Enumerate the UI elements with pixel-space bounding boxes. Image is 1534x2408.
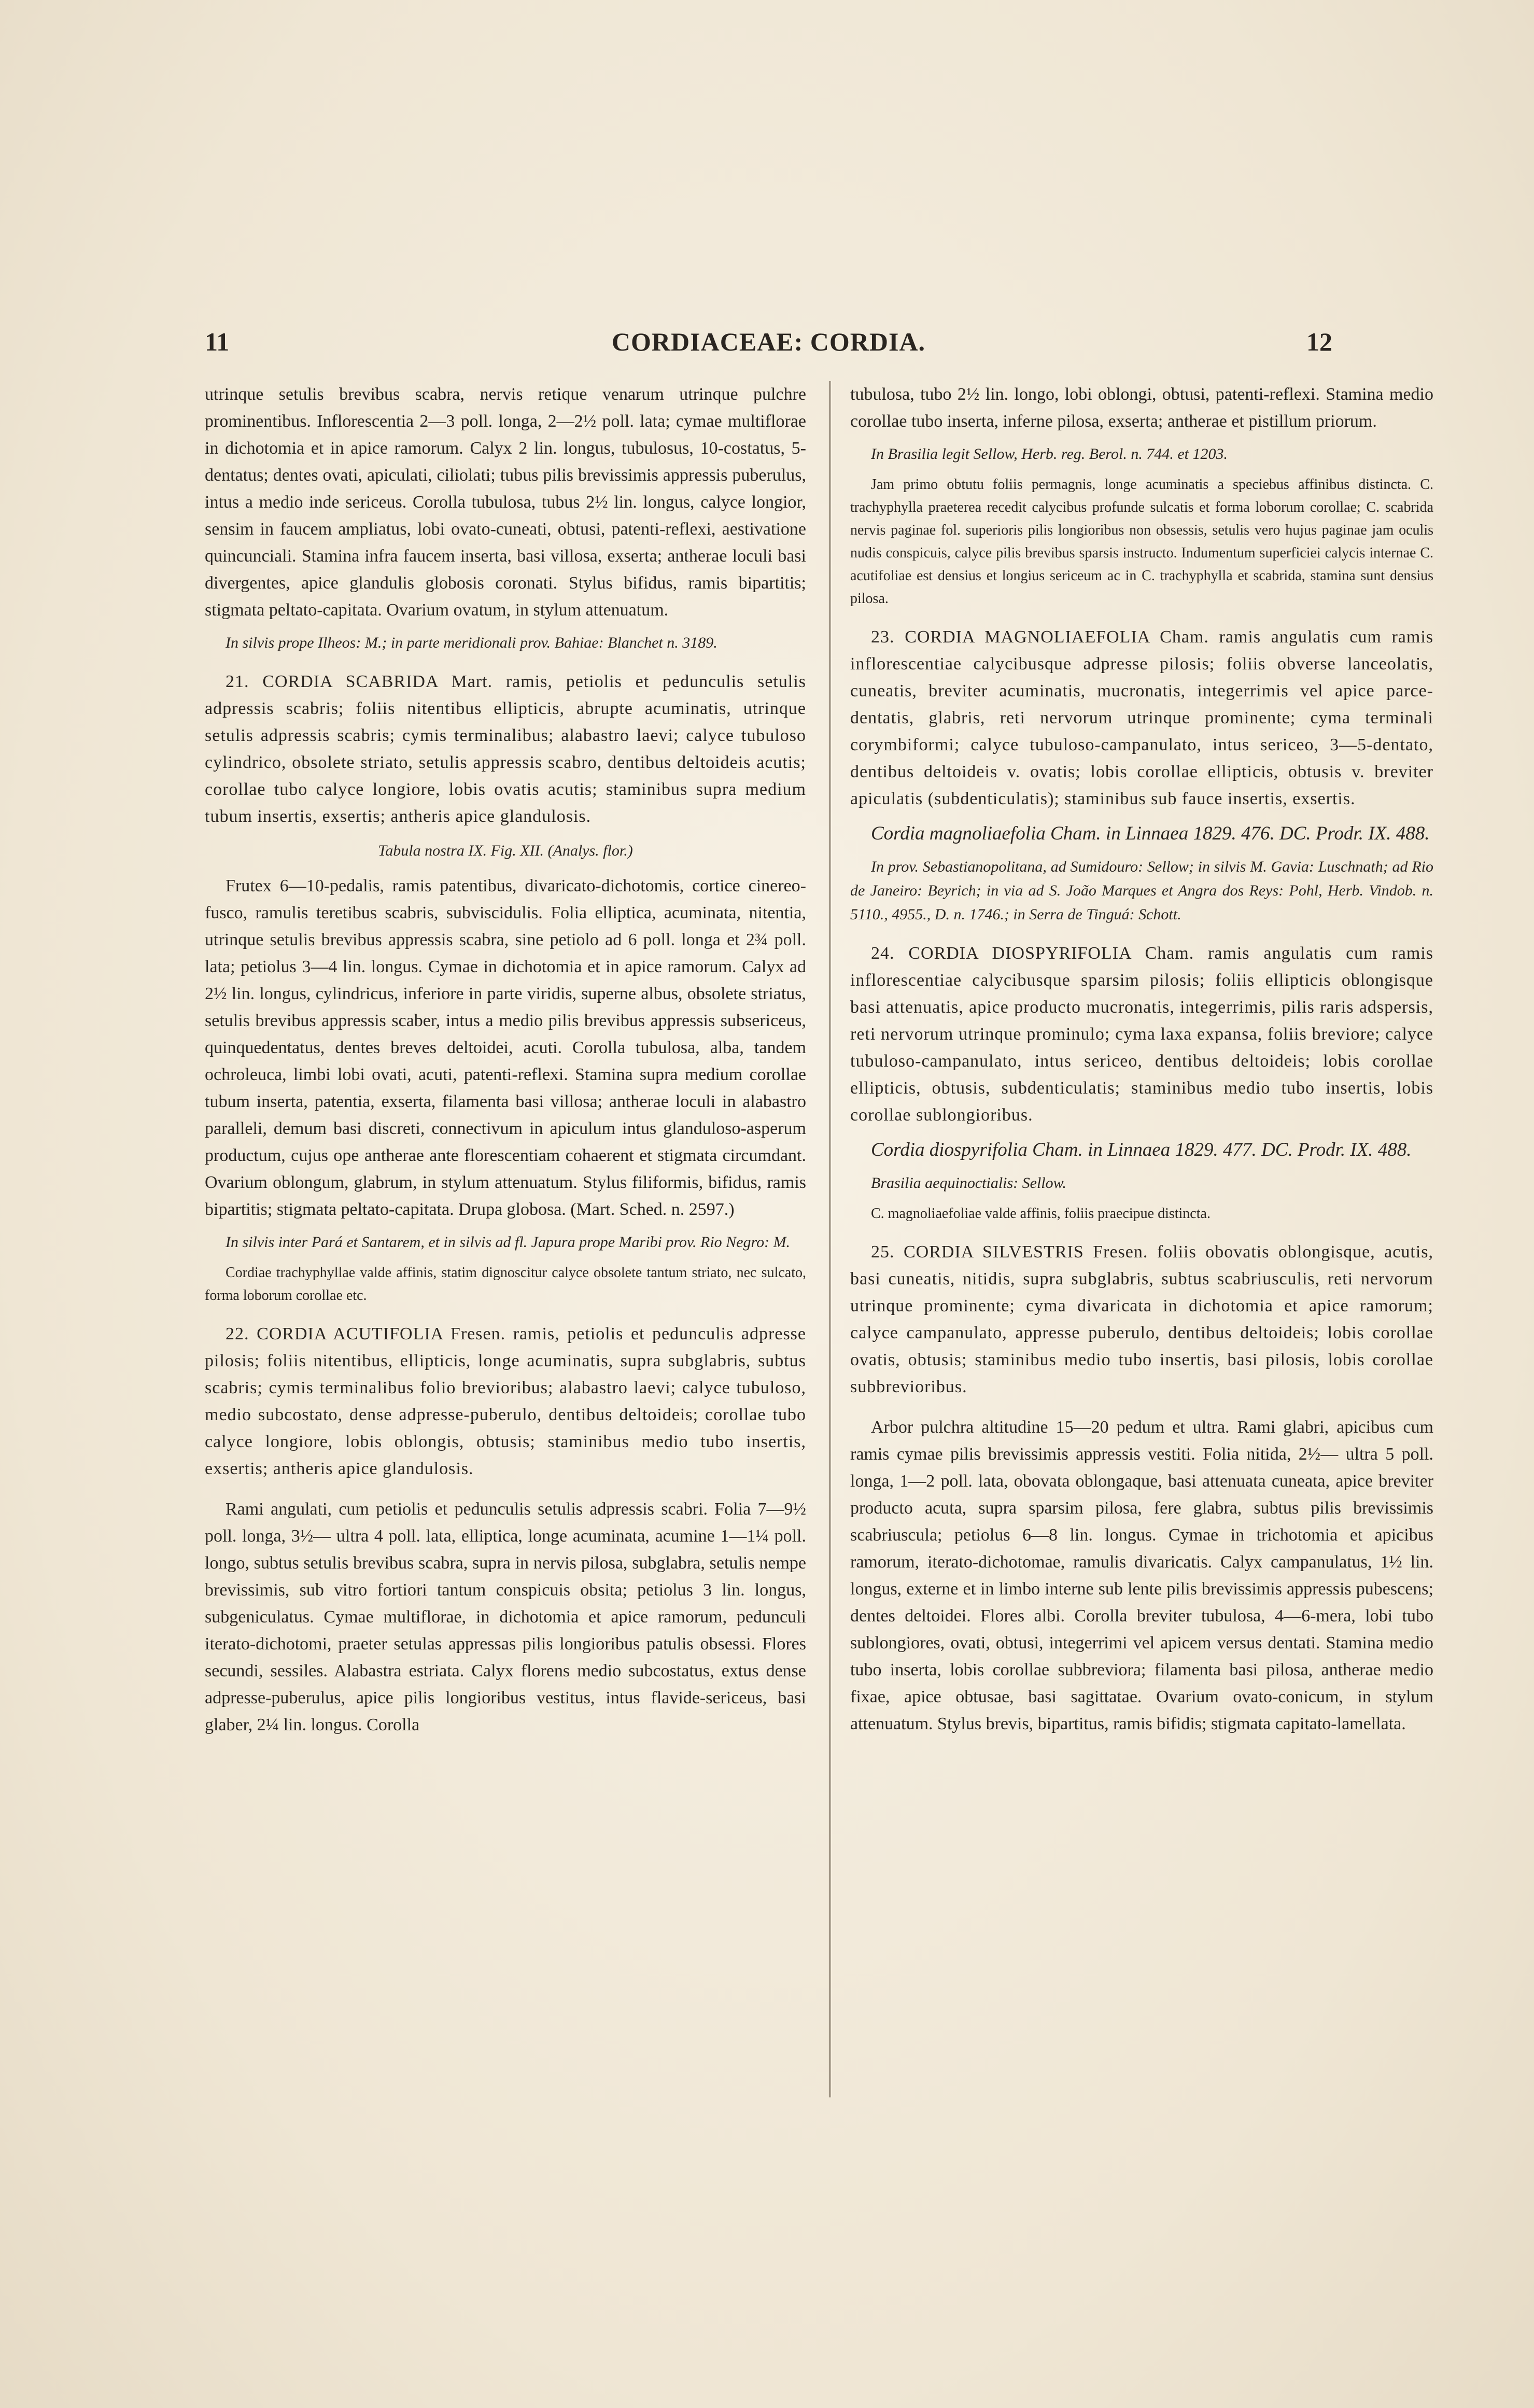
species-diagnosis-21: 21. CORDIA SCABRIDA Mart. ramis, petiolis et pedunculis setulis adpressis scabris; foliis nitentibus ellipticis, abrupte acuminatis, utrinque setulis adpressis scabris; cymis terminalibus; alabastro laevi; calyce tubuloso cylindrico, obsolete striato, setulis appressis scabro, dentibus deltoideis acutis; corollae tubo calyce longiore, lobis ovatis acutis; staminibus supra medium tubum insertis, exsertis; antheris apice glandulosis. bbox=[205, 672, 806, 826]
species-diagnosis-23: 23. CORDIA MAGNOLIAEFOLIA Cham. ramis angulatis cum ramis inflorescentiae calycibusque adpresse pilosis; foliis obverse lanceolatis, cuneatis, breviter acuminatis, mucronatis, integerrimis vel apice parce-dentatis, glabris, reti nervorum utrinque prominente; cyma terminali corymbiformi; calyce tubuloso-campanulato, intus sericeo, 3—5-dentato, dentibus deltoideis v. ovatis; lobis corollae ellipticis, obtusis v. breviter apiculatis (subdenticulatis); staminibus sub fauce insertis, exsertis. bbox=[850, 627, 1433, 808]
species-description-21: Frutex 6—10-pedalis, ramis patentibus, divaricato-dichotomis, cortice cinereo-fusco, ramulis teretibus scabris, subviscidulis. Folia elliptica, acuminata, nitentia, utrinque setulis brevibus appressis scabra, sine petiolo ad 6 poll. longa et 2¾ poll. lata; petiolus 3—4 lin. longus. Cymae in dichotomia et in apice ramorum. Calyx ad 2½ lin. longus, cylindricus, inferiore in parte viridis, superne albus, obsolete striatus, setulis brevibus appressis scaber, intus a medio pilis brevibus appressis subsericeus, quinquedentatus, dentes breves deltoidei, acuti. Corolla tubulosa, alba, tandem ochroleuca, limbi lobi ovati, acuti, patenti-reflexi. Stamina supra medium corollae tubum inserta, patentia, exserta, filamenta basi villosa; antherae loculi in alabastro paralleli, demum basi discreti, connectivum in apiculum intus glanduloso-asperum productum, cujus ope antherae ante florescentiam cohaerent et stigmata circumdant. Ovarium oblongum, glabrum, in stylum attenuatum. Stylus filiformis, bifidus, ramis bipartitis; stigmata peltato-capitata. Drupa globosa. (Mart. Sched. n. 2597.) bbox=[205, 876, 806, 1219]
figure-reference: Tabula nostra IX. Fig. XII. (Analys. flor.) bbox=[378, 842, 633, 859]
locality-text: Brasilia aequinoctialis: Sellow. bbox=[871, 1174, 1066, 1192]
paragraph-continuation: tubulosa, tubo 2½ lin. longo, lobi oblongi, obtusi, patenti-reflexi. Stamina medio corollae tubo inserta, inferne pilosa, exserta; antherae et pistillum priorum. bbox=[850, 385, 1433, 431]
species-diagnosis-24: 24. CORDIA DIOSPYRIFOLIA Cham. ramis angulatis cum ramis inflorescentiae calycibusque sparsim pilosis; foliis ellipticis oblongisque basi attenuatis, apice producto mucronatis, integerrimis, pilis raris adspersis, reti nervorum utrinque prominulo; cyma laxa expansa, foliis breviore; calyce tubuloso-campanulato, intus sericeo, dentibus deltoideis; lobis corollae ellipticis, obtusis, subdenticulatis; staminibus medio tubo insertis, lobis corollae sublongioribus. bbox=[850, 944, 1433, 1125]
synonym-citation: Cordia magnoliaefolia Cham. in Linnaea 1829. 476. DC. Prodr. IX. 488. bbox=[871, 823, 1430, 844]
left-column bbox=[205, 381, 806, 1746]
species-note-21: Cordiae trachyphyllae valde affinis, statim dignoscitur calyce obsolete tantum striato, nec sulcato, forma loborum corollae etc. bbox=[205, 1265, 806, 1304]
species-diagnosis-25: 25. CORDIA SILVESTRIS Fresen. foliis obovatis oblongisque, acutis, basi cuneatis, nitidis, supra subglabris, subtus scabriusculis, reti nervorum utrinque prominente; cyma divaricata in dichotomia et apice ramorum; calyce campanulato, appresse puberulo, dentibus deltoideis; lobis corollae ovatis, obtusis; staminibus medio tubo insertis, basi pilosis, lobis corollae subbrevioribus. bbox=[850, 1242, 1433, 1396]
page-number-left: 11 bbox=[205, 327, 230, 356]
locality-text: In silvis prope Ilheos: M.; in parte meridionali prov. Bahiae: Blanchet n. 3189. bbox=[226, 634, 717, 651]
species-description-25: Arbor pulchra altitudine 15—20 pedum et ultra. Rami glabri, apicibus cum ramis cymae pilis brevissimis appressis vestiti. Folia nitida, 2½— ultra 5 poll. longa, 1—2 poll. lata, obovata oblongaque, basi attenuata cuneata, apice breviter producto acuta, supra sparsim pilosa, fere glabra, subtus pilis brevissimis scabriuscula; petiolus 6—8 lin. longus. Cymae in trichotomia et apicibus ramorum, iterato-dichotomae, ramulis divaricatis. Calyx campanulatus, 1½ lin. longus, externe et in limbo interne sub lente pilis brevissimis appressis pubescens; dentes deltoidei. Flores albi. Corolla breviter tubulosa, 4—6-mera, lobi tubo sublongiores, ovati, obtusi, integerrimi vel apicem versus dentati. Stamina medio tubo inserta, lobis corollae subbreviora; filamenta basi pilosa, antherae medio fixae, apice obtusae, basi sagittatae. Ovarium ovato-conicum, in stylum attenuatum. Stylus brevis, bipartitus, ramis bifidis; stigmata capitato-lamellata. bbox=[850, 1418, 1433, 1733]
locality-text: In silvis inter Pará et Santarem, et in silvis ad fl. Japura prope Maribi prov. Rio Negro: M. bbox=[226, 1234, 791, 1251]
locality-text: In Brasilia legit Sellow, Herb. reg. Berol. n. 744. et 1203. bbox=[871, 445, 1228, 463]
species-description-22: Rami angulati, cum petiolis et pedunculis setulis adpressis scabri. Folia 7—9½ poll. longa, 3½— ultra 4 poll. lata, elliptica, longe acuminata, acumine 1—1¼ poll. longo, subtus setulis brevibus scabra, supra in nervis pilosa, subglabra, setulis nempe brevissimis, sub vitro fortiori tantum conspicuis obsita; petiolus 3 lin. longus, subgeniculatus. Cymae multiflorae, in dichotomia et apice ramorum, pedunculi iterato-dichotomi, praeter setulas appressas pilis longioribus patulis obsessi. Flores secundi, sessiles. Alabastra estriata. Calyx florens medio subcostatus, extus dense adpresse-puberulus, apice pilis longioribus vestitus, intus flavide-sericeus, basi glaber, 2¼ lin. longus. Corolla bbox=[205, 1500, 806, 1734]
species-diagnosis-22: 22. CORDIA ACUTIFOLIA Fresen. ramis, petiolis et pedunculis adpresse pilosis; foliis nitentibus, ellipticis, longe acuminatis, supra subglabris, subtus scabris; cymis terminalibus folio brevioribus; alabastro laevi; calyce tubuloso, medio subcostato, dense adpresse-puberulo, dentibus deltoideis; corollae tubo calyce longiore, lobis oblongis, obtusis; staminibus medio tubo insertis, exsertis; antheris apice glandulosis. bbox=[205, 1324, 806, 1478]
locality-text: In prov. Sebastianopolitana, ad Sumidouro: Sellow; in silvis M. Gavia: Luschnath; ad Rio de Janeiro: Beyrich; in via ad S. João Marques et Angra dos Reys: Pohl, Herb. Vindob. n. 5110., 4955., D. n. 1746.; in Serra de Tinguá: Schott. bbox=[850, 858, 1433, 923]
column-divider bbox=[829, 381, 831, 2097]
species-note-22: Jam primo obtutu foliis permagnis, longe acuminatis a speciebus affinibus distincta. C. trachyphylla praeterea recedit calycibus profunde sulcatis et forma loborum corollae; C. scabrida nervis paginae fol. superioris pilis longioribus non obsessis, setulis vero hujus paginae jam oculis nudis conspicuis, calyce pilis brevibus sparsis instructo. Indumentum superficiei calycis internae C. acutifoliae est densius et longius sericeum ac in C. trachyphylla et scabrida, stamina sunt densius pilosa. bbox=[850, 477, 1433, 607]
right-column bbox=[850, 381, 1433, 1745]
running-title: CORDIACEAE: CORDIA. bbox=[611, 327, 926, 356]
page-number-right: 12 bbox=[1306, 327, 1332, 356]
paragraph-continuation: utrinque setulis brevibus scabra, nervis retique venarum utrinque pulchre prominentibus. Inflorescentia 2—3 poll. longa, 2—2½ poll. lata; cymae multiflorae in dichotomia et in apice ramorum. Calyx 2 lin. longus, tubulosus, 10-costatus, 5-dentatus; dentes ovati, apiculati, ciliolati; tubus pilis brevissimis appressis puberulus, intus a medio inde sericeus. Corolla tubulosa, tubus 2½ lin. longus, calyce longior, sensim in faucem ampliatus, lobi ovato-cuneati, obtusi, patenti-reflexi, aestivatione quincunciali. Stamina infra faucem inserta, basi villosa, exserta; antherae loculi basi divergentes, apice glandulis globosis coronati. Stylus bifidus, ramis bipartitis; stigmata peltato-capitata. Ovarium ovatum, in stylum attenuatum. bbox=[205, 385, 806, 620]
synonym-citation: Cordia diospyrifolia Cham. in Linnaea 1829. 477. DC. Prodr. IX. 488. bbox=[871, 1139, 1412, 1160]
species-note-24: C. magnoliaefoliae valde affinis, foliis praecipue distincta. bbox=[871, 1206, 1211, 1222]
page-header bbox=[205, 327, 1332, 363]
